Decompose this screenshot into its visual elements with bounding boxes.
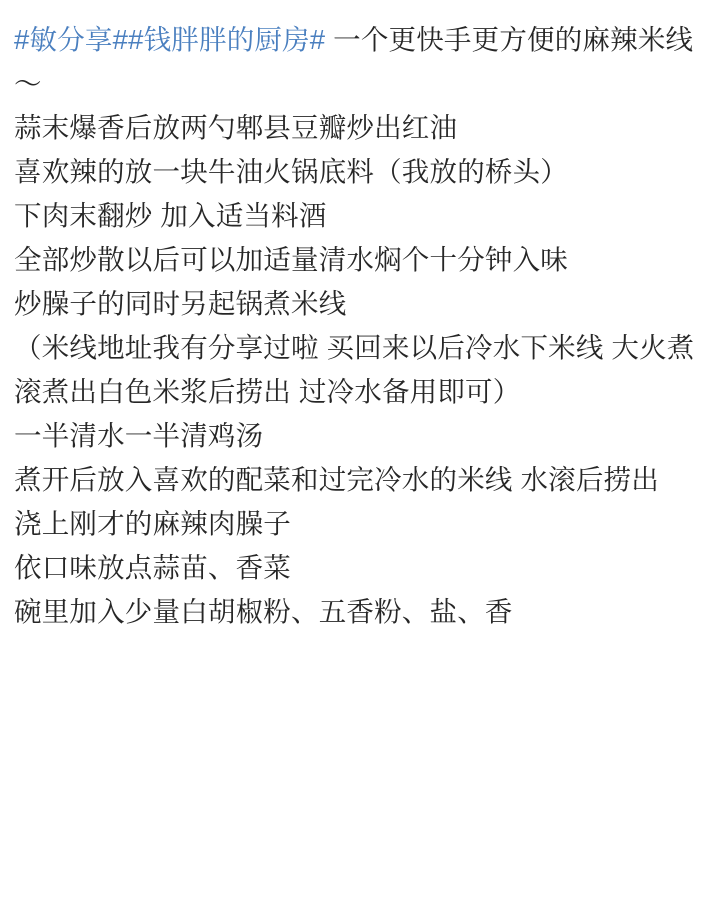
- post-intro: 一个更快手更方便的麻辣米线～: [14, 24, 694, 99]
- post-line-1: 蒜末爆香后放两勺郫县豆瓣炒出红油: [14, 112, 458, 143]
- post-line-3: 下肉末翻炒 加入适当料酒: [14, 200, 327, 231]
- topic-tag-1[interactable]: #敏分享#: [14, 24, 129, 55]
- post-line-7: 一半清水一半清鸡汤: [14, 420, 264, 451]
- post-line-9: 浇上刚才的麻辣肉臊子: [14, 508, 291, 539]
- post-line-4: 全部炒散以后可以加适量清水焖个十分钟入味: [14, 244, 568, 275]
- post-line-2: 喜欢辣的放一块牛油火锅底料（我放的桥头）: [14, 156, 568, 187]
- post-line-11: 碗里加入少量白胡椒粉、五香粉、盐、香: [14, 596, 513, 627]
- post-line-10: 依口味放点蒜苗、香菜: [14, 552, 291, 583]
- post-line-8: 煮开后放入喜欢的配菜和过完冷水的米线 水滚后捞出: [14, 464, 659, 495]
- post-line-5: 炒臊子的同时另起锅煮米线: [14, 288, 347, 319]
- topic-tag-2[interactable]: #钱胖胖的厨房#: [128, 24, 326, 55]
- post-first-line: [14, 18, 705, 106]
- post-line-6: （米线地址我有分享过啦 买回来以后冷水下米线 大火煮滚煮出白色米浆后捞出 过冷水备用即可）: [14, 332, 695, 407]
